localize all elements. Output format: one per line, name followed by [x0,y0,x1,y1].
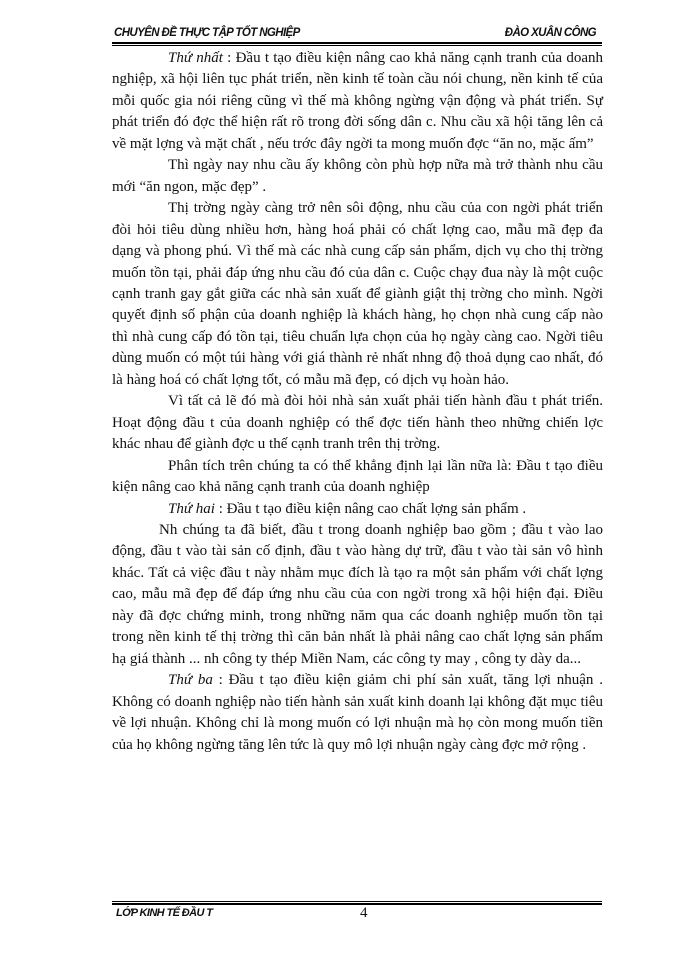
paragraph-text: : Đầu t tạo điều kiện giảm chi phí sản xuất, tăng lợi nhuận . Không có doanh nghiệp nào tiến hành sản xuất kinh doanh lại không đặt mục tiêu về lợi nhuận. Không chỉ là mong muốn có lợi nhuận mà họ còn mong muốn tiền của họ không ngừng tăng lên tức là quy mô lợi nhuận ngày càng đợc mở rộng . [112,672,603,753]
paragraph-label: Thứ ba [168,672,213,689]
paragraph [112,198,603,391]
paragraph-text: Phân tích trên chúng ta có thể khẳng định lại lần nữa là: Đầu t tạo điều kiện nâng cao khả năng cạnh tranh của doanh nghiệp [112,457,603,496]
header-rule-thin [112,45,602,46]
paragraph-text: Thị trờng ngày càng trở nên sôi động, nhu cầu của con ngời phát triển đòi hỏi tiêu dùng nhiều hơn, hàng hoá phải có chất lợng cao, mẫu mã đẹp đa dạng và phong phú. Vì thế mà các nhà cung cấp sản phẩm, dịch vụ cho thị trờng muốn tồn tại, phải đáp ứng nhu cầu đó của dân c. Cuộc chạy đua này là một cuộc cạnh tranh gay gắt giữa các nhà sản xuất để giành giật thị trờng cho mình. Ngời quyết định số phận của doanh nghiệp là khách hàng, họ chọn nhà cung cấp nào thì nhà cung cấp đó tồn tại, tiêu chuẩn lựa chọn của họ ngày càng cao. Ngời tiêu dùng muốn có một túi hàng với giá thành rẻ nhất nhng độ thoả dụng cao nhất, đó là hàng hoá có chất lợng tốt, có mẫu mã đẹp, có dịch vụ hoàn hảo. [112,200,603,388]
header-right-author: ĐÀO XUÂN CÔNG [504,27,596,39]
paragraph-thu-ba [112,670,603,756]
page-header [112,20,602,42]
header-left-title: CHUYÊN ĐỀ THỰC TẬP TỐT NGHIỆP [114,27,300,39]
paragraph-text: : Đầu t tạo điều kiện nâng cao chất lợng sản phẩm . [214,500,527,517]
footer-rule-thin [112,901,602,902]
page-footer [112,905,602,927]
page-number: 4 [360,905,368,921]
paragraph-label: Thứ nhất [168,50,223,66]
paragraph-text: Vì tất cả lẽ đó mà đòi hỏi nhà sản xuất phải tiến hành đầu t phát triển. Hoạt động đầu t của doanh nghiệp có thể đợc tiến hành theo những chiến lợc khác nhau để giành đợc u thế cạnh tranh trên thị trờng. [112,393,603,453]
paragraph-thu-hai [112,499,603,520]
paragraph [112,520,603,670]
footer-left-class: LỚP KINH TẾ ĐẦU T [116,907,213,919]
header-rule-thick [112,42,602,44]
paragraph [112,155,603,198]
paragraph-label: Thứ hai [168,500,215,517]
paragraph-text: Nh chúng ta đã biết, đầu t trong doanh nghiệp bao gồm ; đầu t vào lao động, đầu t vào tài sản cố định, đầu t vào hàng dự trữ, đầu t vào tài sản vô hình khác. Tất cả việc đầu t này nhằm mục đích là tạo ra một sản phẩm với chất lợng cao, mẫu mã đẹp để đáp ứng nhu cầu của con ngời trong xã hội hiện đại. Điều này đã đợc chứng minh, trong những năm qua các doanh nghiệp muốn tồn tại trong nền kinh tế thị trờng thì căn bản nhất là phải nâng cao chất lợng sản phẩm hạ giá thành ... nh công ty thép Miền Nam, các công ty may , công ty dày da... [112,521,603,667]
paragraph-thu-nhat [112,48,603,155]
paragraph-text: Thì ngày nay nhu cầu ấy không còn phù hợp nữa mà trở thành nhu cầu mới “ăn ngon, mặc đẹp” . [112,157,603,195]
paragraph [112,456,603,499]
document-body [112,48,603,756]
paragraph [112,391,603,455]
paragraph-text: : Đầu t tạo điều kiện nâng cao khả năng cạnh tranh của doanh nghiệp, xã hội liên tục phát triển, nền kinh tế toàn cầu nói chung, nền kinh tế của mỗi quốc gia nói riêng cũng vì thế mà không ngừng vận động và phát triển. Sự phát triển đó đợc thể hiện rất rõ trong đời sống dân c. Nhu cầu xã hội tăng lên cả về mặt lợng và mặt chất , nếu trớc đây ngời ta mong muốn đợc “ăn no, mặc ấm” [112,50,603,152]
